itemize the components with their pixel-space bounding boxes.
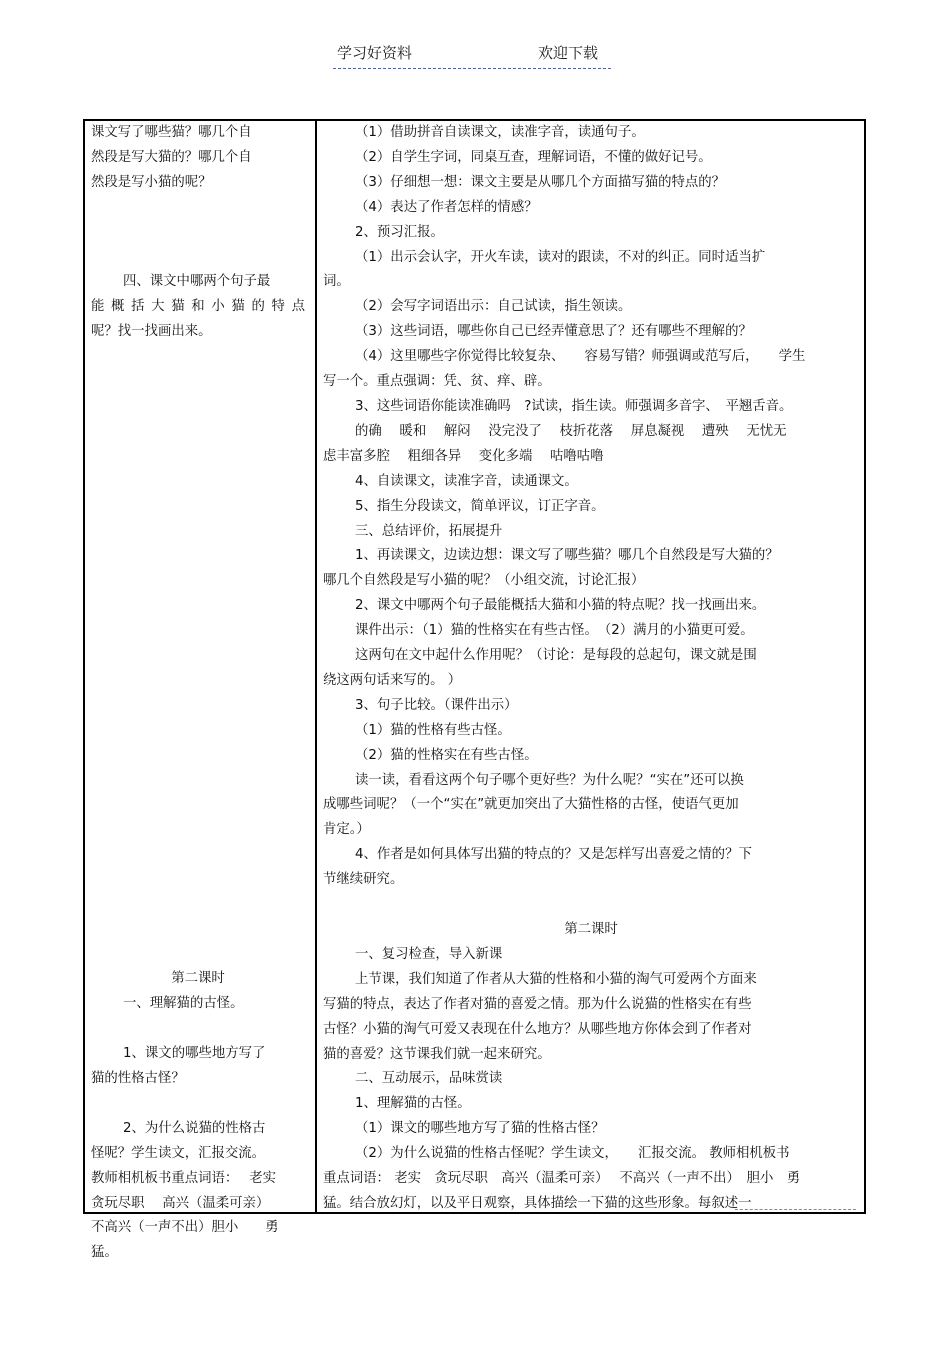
right-line: 4、自读课文，读准字音，读通课文。 — [355, 473, 578, 489]
right-line: （1）借助拼音自读课文，读准字音，读通句子。 — [355, 125, 645, 140]
left-line: 1、课文的哪些地方写了 — [123, 1046, 266, 1062]
right-line: 节继续研究。 — [323, 872, 404, 888]
right-line: 写猫的特点，表达了作者对猫的喜爱之情。那为什么说猫的性格实在有些 — [323, 996, 752, 1012]
right-line: 成哪些词呢？（一个“实在”就更加突出了大猫性格的古怪，使语气更加 — [323, 797, 739, 813]
header-right-text: 欢迎下载 — [538, 44, 599, 62]
left-line: 猛。 — [91, 1245, 118, 1261]
right-line: （4）这里哪些字你觉得比较复杂、 容易写错？师强调或范写后， 学生 — [355, 349, 806, 365]
right-line: 2、课文中哪两个句子最能概括大猫和小猫的特点呢？找一找画出来。 — [355, 598, 766, 614]
left-line: 能概括大猫和小猫的特点 — [91, 299, 305, 315]
right-line: 虑丰富多腔 粗细各异 变化多端 咕噜咕噜 — [323, 448, 604, 464]
right-line: （2）自学生字词，同桌互查，理解词语，不懂的做好记号。 — [355, 149, 712, 165]
right-line: 二、互动展示，品味赏读 — [355, 1071, 503, 1087]
right-line: （2）为什么说猫的性格古怪呢？学生读文， 汇报交流。 教师相机板书 — [355, 1146, 790, 1162]
right-line: （3）仔细想一想：课文主要是从哪几个方面描写猫的特点的？ — [355, 174, 726, 190]
right-line: 1、再读课文，边读边想：课文写了哪些猫？哪几个自然段是写大猫的？ — [355, 548, 779, 564]
right-line: 4、作者是如何具体写出猫的特点的？又是怎样写出喜爱之情的？下 — [355, 847, 752, 863]
right-line: （1）猫的性格有些古怪。 — [355, 722, 511, 738]
right-line: 词。 — [323, 274, 350, 290]
left-line: 四、课文中哪两个句子最 — [123, 274, 271, 290]
left-section-title: 第二课时 — [171, 971, 225, 987]
left-line: 贪玩尽职 高兴（温柔可亲） — [91, 1195, 270, 1211]
right-line: 上节课，我们知道了作者从大猫的性格和小猫的淘气可爱两个方面来 — [355, 971, 757, 987]
right-line: 重点词语： 老实 贪玩尽职 高兴（温柔可亲） 不高兴（一声不出） 胆小 勇 — [323, 1171, 801, 1187]
right-line: 肯定。） — [323, 822, 370, 838]
right-line: 三、总结评价，拓展提升 — [355, 523, 503, 539]
left-line: 不高兴（一声不出）胆小 勇 — [91, 1220, 279, 1236]
right-line: 猫的喜爱？这节课我们就一起来研究。 — [323, 1046, 551, 1062]
bottom-dashed-line — [735, 1209, 856, 1210]
left-line: 猫的性格古怪？ — [91, 1070, 185, 1086]
right-line: （1）课文的哪些地方写了猫的性格古怪？ — [355, 1121, 605, 1137]
right-line: 5、指生分段读文，简单评议，订正字音。 — [355, 498, 605, 514]
left-column — [91, 121, 305, 1266]
right-line: 古怪？小猫的淘气可爱又表现在什么地方？从哪些地方你体会到了作者对 — [323, 1021, 752, 1037]
right-line: 3、句子比较。（课件出示） — [355, 697, 518, 713]
right-line: 课件出示：（1）猫的性格实在有些古怪。 （2）满月的小猫更可爱。 — [355, 623, 754, 639]
header-left-text: 学习好资料 — [337, 44, 413, 62]
right-section-title: 第二课时 — [564, 921, 618, 937]
right-line: 一、复习检查，导入新课 — [355, 946, 503, 962]
right-line: （2）会写字词语出示：自己试读，指生领读。 — [355, 299, 632, 315]
right-line: 写一个。重点强调：凭、贫、痒、辟。 — [323, 374, 551, 390]
left-line: 呢？找一找画出来。 — [91, 324, 212, 340]
right-line: （1）出示会认字，开火车读，读对的跟读，不对的纠正。同时适当扩 — [355, 249, 766, 265]
right-line: 读一读，看看这两个句子哪个更好些？为什么呢？“实在”还可以换 — [355, 772, 744, 788]
right-line: 绕这两句话来写的。 ） — [323, 672, 462, 688]
right-line: 这两句在文中起什么作用呢？（讨论：是每段的总起句，课文就是围 — [355, 648, 757, 664]
right-line: 的确 暖和 解闷 没完没了 枝折花落 屏息凝视 遭殃 无忧无 — [355, 423, 787, 439]
right-line: 哪几个自然段是写小猫的呢？（小组交流，讨论汇报） — [323, 573, 645, 589]
right-line: （4）表达了作者怎样的情感？ — [355, 199, 538, 215]
right-line: （3）这些词语，哪些你自己已经弄懂意思了？还有哪些不理解的？ — [355, 324, 752, 340]
left-line: 然段是写小猫的呢？ — [91, 174, 212, 190]
right-line: 猛。结合放幻灯，以及平日观察，具体描绘一下猫的这些形象。每叙述一 — [323, 1195, 752, 1211]
right-line: （2）猫的性格实在有些古怪。 — [355, 747, 538, 763]
lesson-table — [83, 119, 866, 1261]
column-divider — [315, 121, 317, 1212]
left-line: 2、为什么说猫的性格古 — [123, 1120, 266, 1136]
left-line: 怪呢？学生读文，汇报交流。 — [91, 1145, 266, 1161]
right-line: 1、理解猫的古怪。 — [355, 1096, 471, 1112]
left-line: 一、理解猫的古怪。 — [123, 996, 244, 1012]
left-line: 教师相机板书重点词语： 老实 — [91, 1170, 277, 1186]
right-line: 2、预习汇报。 — [355, 224, 444, 240]
right-column — [323, 121, 859, 1217]
right-line: 3、这些词语你能读准确吗 ?试读，指生读。师强调多音字、 平翘舌音。 — [355, 398, 793, 414]
page-header — [333, 42, 611, 69]
left-line: 课文写了哪些猫？哪几个自 — [91, 125, 252, 140]
left-line: 然段是写大猫的？哪几个自 — [91, 149, 252, 165]
